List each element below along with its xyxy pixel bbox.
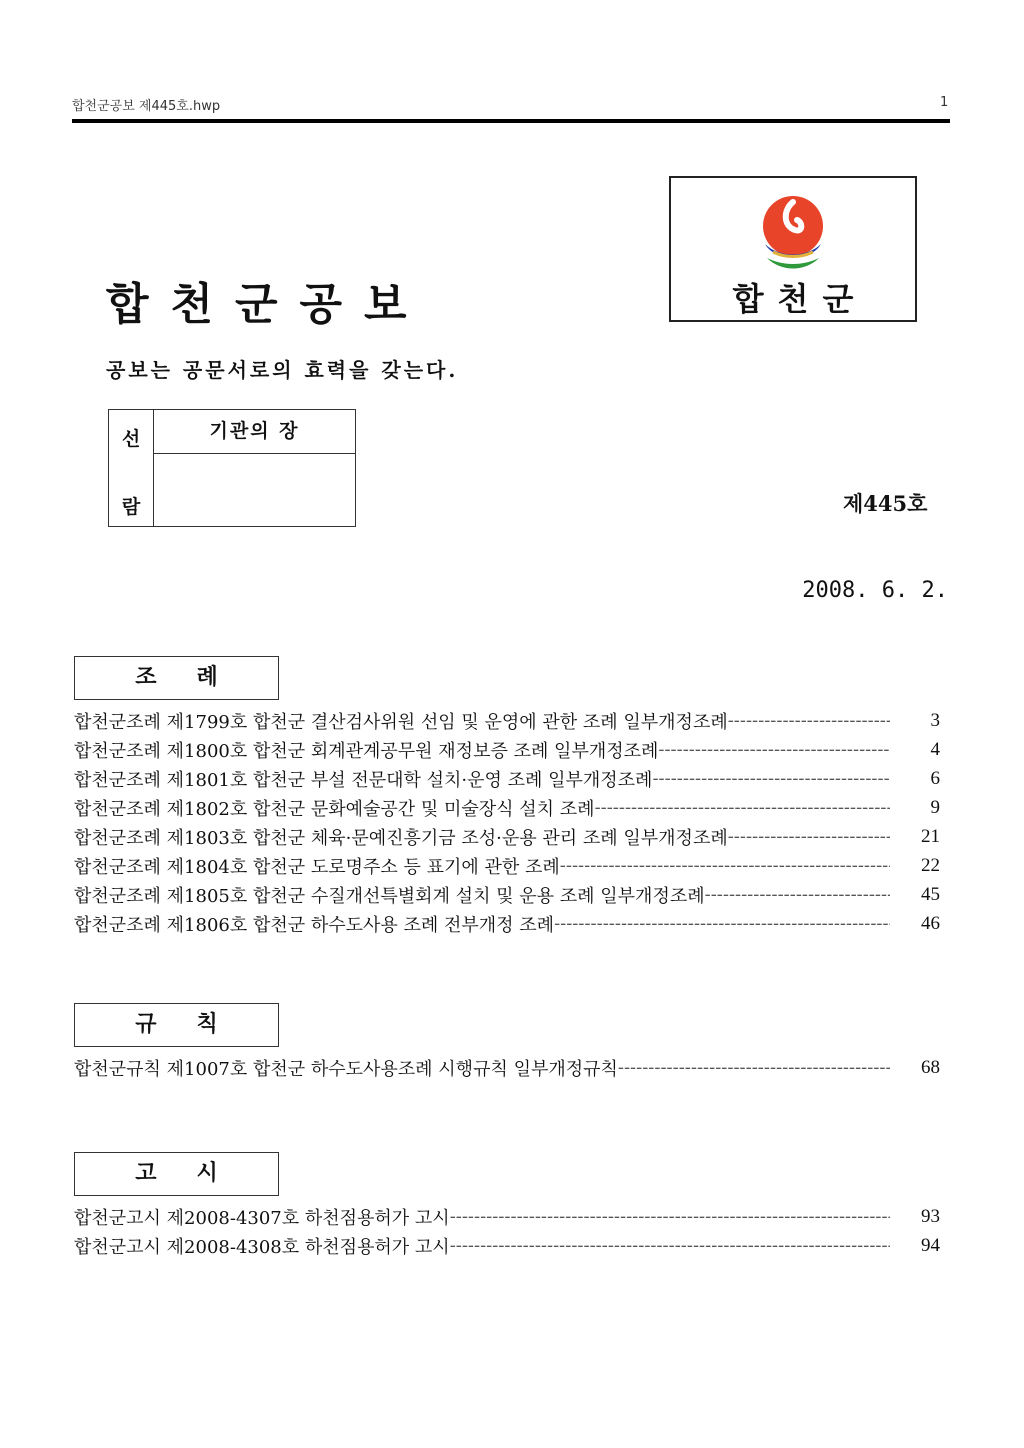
toc-text: 합천군조례 제1802호 합천군 문화예술공간 및 미술장식 설치 조례 — [74, 798, 595, 820]
page-title: 합천군공보 — [106, 279, 429, 330]
toc-page: 93 — [921, 1205, 940, 1227]
toc-row[interactable] — [74, 735, 940, 764]
toc-text: 합천군조례 제1803호 합천군 체육·문예진흥기금 조성·운용 관리 조례 일부개정조례 — [74, 827, 728, 849]
toc-page: 68 — [921, 1056, 940, 1078]
toc-leader — [652, 768, 890, 789]
toc-text: 합천군고시 제2008-4308호 하천점용허가 고시 — [74, 1236, 450, 1258]
toc-leader — [450, 1235, 890, 1256]
toc-row[interactable] — [74, 764, 940, 793]
county-logo — [669, 176, 917, 322]
subtitle: 공보는 공문서로의 효력을 갖는다. — [106, 358, 459, 382]
toc-page: 45 — [921, 883, 940, 905]
toc-text: 합천군규칙 제1007호 합천군 하수도사용조례 시행규칙 일부개정규칙 — [74, 1058, 618, 1080]
toc-row[interactable] — [74, 1231, 940, 1260]
toc-row[interactable] — [74, 793, 940, 822]
toc-text: 합천군조례 제1804호 합천군 도로명주소 등 표기에 관한 조례 — [74, 856, 560, 878]
header-rule — [72, 119, 950, 123]
toc-row[interactable] — [74, 1202, 940, 1231]
toc-leader — [595, 797, 890, 818]
toc-row[interactable] — [74, 706, 940, 735]
page-number: 1 — [940, 95, 949, 110]
toc-text: 합천군조례 제1799호 합천군 결산검사위원 선임 및 운영에 관한 조례 일부개정조례 — [74, 711, 728, 733]
toc-leader — [560, 855, 890, 876]
toc-page: 94 — [921, 1234, 940, 1256]
toc-page: 9 — [930, 796, 940, 818]
toc-leader — [705, 884, 890, 905]
review-label-bottom: 람 — [121, 496, 141, 518]
toc-text: 합천군조례 제1806호 합천군 하수도사용 조례 전부개정 조례 — [74, 914, 555, 936]
toc-row[interactable] — [74, 822, 940, 851]
toc-row[interactable] — [74, 851, 940, 880]
review-label-top: 선 — [121, 428, 141, 450]
issue-date: 2008. 6. 2. — [802, 578, 948, 603]
issue-number: 제445호 — [843, 491, 928, 516]
toc-page: 22 — [921, 854, 940, 876]
toc-text: 합천군고시 제2008-4307호 하천점용허가 고시 — [74, 1207, 450, 1229]
toc-text: 합천군조례 제1800호 합천군 회계관계공무원 재정보증 조례 일부개정조례 — [74, 740, 659, 762]
toc-page: 46 — [921, 912, 940, 934]
section-title-rules: 규칙 — [74, 1003, 279, 1047]
toc-leader — [554, 913, 890, 934]
logo-text: 합천군 — [732, 280, 868, 318]
toc-leader — [450, 1206, 890, 1227]
toc-page: 21 — [921, 825, 940, 847]
toc-leader — [728, 826, 890, 847]
review-header: 기관의 장 — [154, 410, 355, 454]
toc-text: 합천군조례 제1805호 합천군 수질개선특별회계 설치 및 운용 조례 일부개정조례 — [74, 885, 705, 907]
toc-text: 합천군조례 제1801호 합천군 부설 전문대학 설치·운영 조례 일부개정조례 — [74, 769, 653, 791]
section-title-ordinances: 조례 — [74, 656, 279, 700]
toc-row[interactable] — [74, 909, 940, 938]
section-title-notices: 고시 — [74, 1152, 279, 1196]
toc-leader — [658, 739, 890, 760]
review-table — [108, 409, 356, 527]
file-name: 합천군공보 제445호.hwp — [72, 99, 221, 114]
toc-page: 3 — [930, 709, 940, 731]
toc-leader — [618, 1057, 890, 1078]
county-emblem-icon — [753, 192, 833, 278]
toc-row[interactable] — [74, 1053, 940, 1082]
toc-page: 4 — [930, 738, 940, 760]
toc-page: 6 — [930, 767, 940, 789]
toc-leader — [728, 710, 890, 731]
toc-row[interactable] — [74, 880, 940, 909]
